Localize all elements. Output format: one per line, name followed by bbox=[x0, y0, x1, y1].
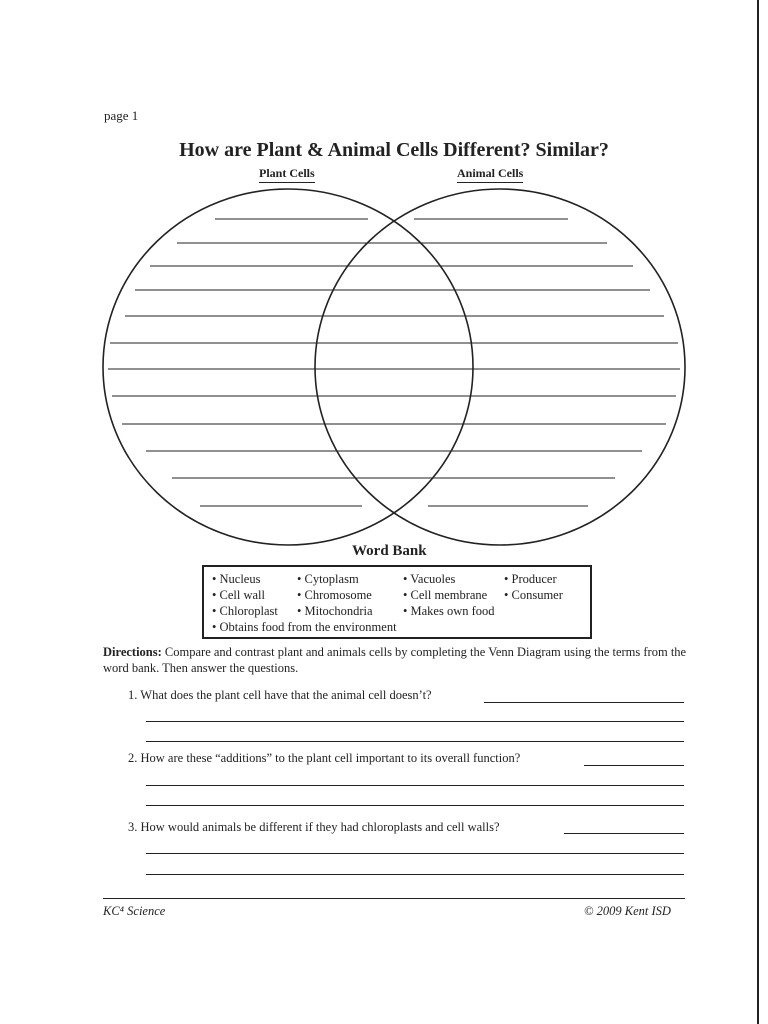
footer-right: © 2009 Kent ISD bbox=[584, 904, 671, 918]
word-bank-item: • Obtains food from the environment bbox=[212, 620, 397, 634]
page-number: page 1 bbox=[104, 108, 139, 123]
footer-rule bbox=[103, 898, 685, 899]
word-bank-title: Word Bank bbox=[352, 543, 427, 559]
word-bank-item: • Chromosome bbox=[297, 588, 372, 602]
directions-label: Directions: bbox=[103, 645, 162, 659]
question-1: 1. What does the plant cell have that the animal cell doesn’t? bbox=[128, 688, 432, 702]
answer-line[interactable] bbox=[564, 833, 684, 834]
directions-text: Compare and contrast plant and animals cells by completing the Venn Diagram using the terms from the word bank. Then answer the questions. bbox=[103, 645, 687, 675]
answer-line[interactable] bbox=[146, 853, 684, 854]
answer-line[interactable] bbox=[146, 721, 684, 722]
page-title: How are Plant & Animal Cells Different? Similar? bbox=[179, 139, 609, 161]
animal-cell-circle bbox=[315, 189, 685, 545]
word-bank-item: • Makes own food bbox=[403, 604, 495, 618]
word-bank-item: • Nucleus bbox=[212, 572, 261, 586]
word-bank-item: • Chloroplast bbox=[212, 604, 278, 618]
footer-left: KC⁴ Science bbox=[103, 904, 166, 918]
word-bank-item: • Vacuoles bbox=[403, 572, 456, 586]
answer-line[interactable] bbox=[146, 874, 684, 875]
plant-cells-label: Plant Cells bbox=[259, 166, 315, 183]
word-bank-item: • Mitochondria bbox=[297, 604, 373, 618]
answer-line[interactable] bbox=[584, 765, 684, 766]
directions bbox=[103, 644, 693, 676]
word-bank-item: • Cell membrane bbox=[403, 588, 488, 602]
word-bank-item: • Cell wall bbox=[212, 588, 265, 602]
answer-line[interactable] bbox=[484, 702, 684, 703]
word-bank-item: • Consumer bbox=[504, 588, 563, 602]
word-bank-item: • Cytoplasm bbox=[297, 572, 359, 586]
word-bank-item: • Producer bbox=[504, 572, 557, 586]
answer-line[interactable] bbox=[146, 805, 684, 806]
plant-cell-circle bbox=[103, 189, 473, 545]
animal-cells-label: Animal Cells bbox=[457, 166, 523, 183]
answer-line[interactable] bbox=[146, 785, 684, 786]
answer-line[interactable] bbox=[146, 741, 684, 742]
question-2: 2. How are these “additions” to the plant cell important to its overall function? bbox=[128, 751, 521, 765]
question-3: 3. How would animals be different if they had chloroplasts and cell walls? bbox=[128, 820, 500, 834]
word-bank-box bbox=[202, 565, 592, 639]
